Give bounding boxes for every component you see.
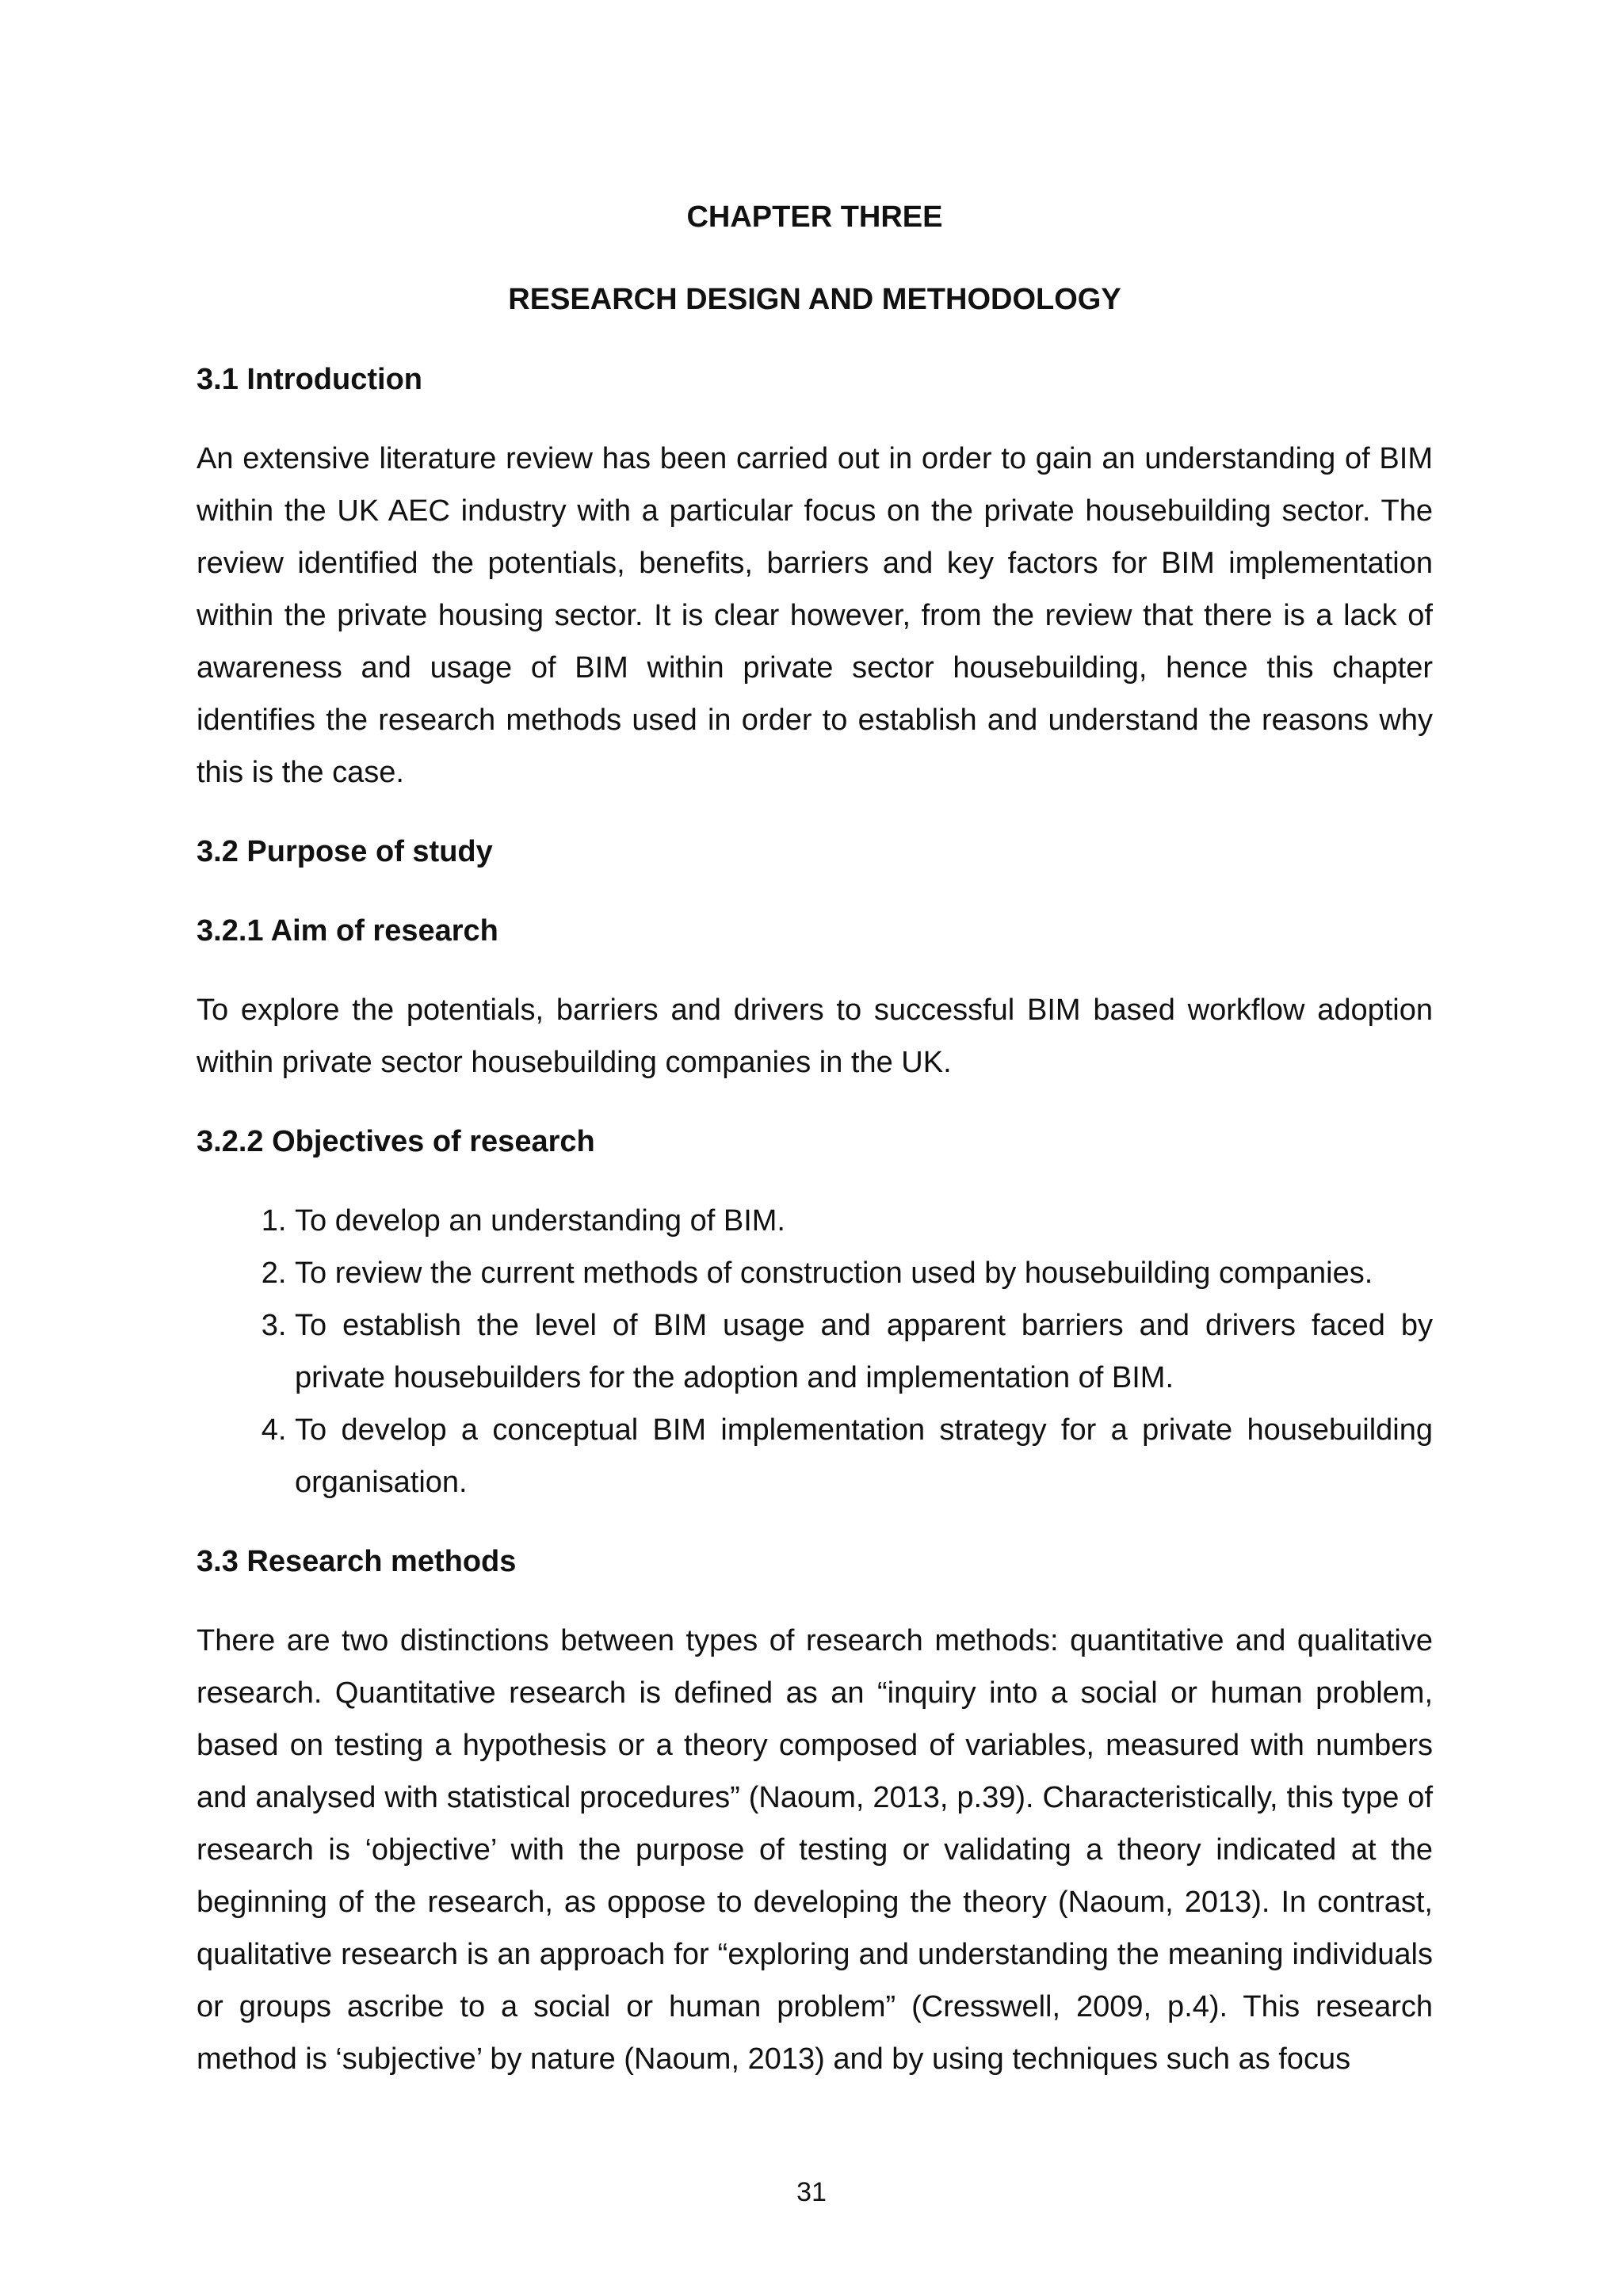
subsection-heading-objectives: 3.2.2 Objectives of research <box>197 1125 595 1158</box>
objective-item: 1. To develop an understanding of BIM. <box>295 1195 1433 1247</box>
subsection-heading-aim: 3.2.1 Aim of research <box>197 914 498 948</box>
research-methods-paragraph: There are two distinctions between types of research methods: quantitative and qualitative research. Quantitative research is defined as an “inquiry into a social or human problem, based on testing a hypothesis or a theory composed of variables, measured with numbers and analysed with statistical procedures” (Naoum, 2013, p.39). Characteristically, this type of research is ‘objective’ with the purpose of testing or validating a theory indicated at the beginning of the research, as oppose to developing the theory (Naoum, 2013). In contrast, qualitative research is an approach for “exploring and understanding the meaning individuals or groups ascribe to a social or human problem” (Cresswell, 2009, p.4). This research method is ‘subjective’ by nature (Naoum, 2013) and by using techniques such as focus <box>197 1624 1433 2076</box>
objective-item: 3. To establish the level of BIM usage and apparent barriers and drivers faced by private housebuilders for the adoption and implementation of BIM. <box>295 1299 1433 1404</box>
objectives-list <box>197 1195 1433 1508</box>
section-heading-introduction: 3.1 Introduction <box>197 363 422 396</box>
page-content <box>197 190 1433 2112</box>
page-number: 31 <box>796 2177 827 2207</box>
chapter-number-title: CHAPTER THREE <box>686 200 943 234</box>
objective-item: 2. To review the current methods of construction used by housebuilding companies. <box>295 1247 1433 1299</box>
introduction-paragraph: An extensive literature review has been carried out in order to gain an understanding of BIM within the UK AEC industry with a particular focus on the private housebuilding sector. The review identified the potentials, benefits, barriers and key factors for BIM implementation within the private housing sector. It is clear however, from the review that there is a lack of awareness and usage of BIM within private sector housebuilding, hence this chapter identifies the research methods used in order to establish and understand the reasons why this is the case. <box>197 442 1433 789</box>
section-heading-purpose: 3.2 Purpose of study <box>197 835 493 868</box>
section-heading-research-methods: 3.3 Research methods <box>197 1545 517 1578</box>
aim-paragraph: To explore the potentials, barriers and drivers to successful BIM based workflow adoption within private sector housebuilding companies in the UK. <box>197 994 1433 1079</box>
objective-item: 4. To develop a conceptual BIM implementation strategy for a private housebuilding organisation. <box>295 1404 1433 1508</box>
chapter-title: RESEARCH DESIGN AND METHODOLOGY <box>508 283 1121 316</box>
